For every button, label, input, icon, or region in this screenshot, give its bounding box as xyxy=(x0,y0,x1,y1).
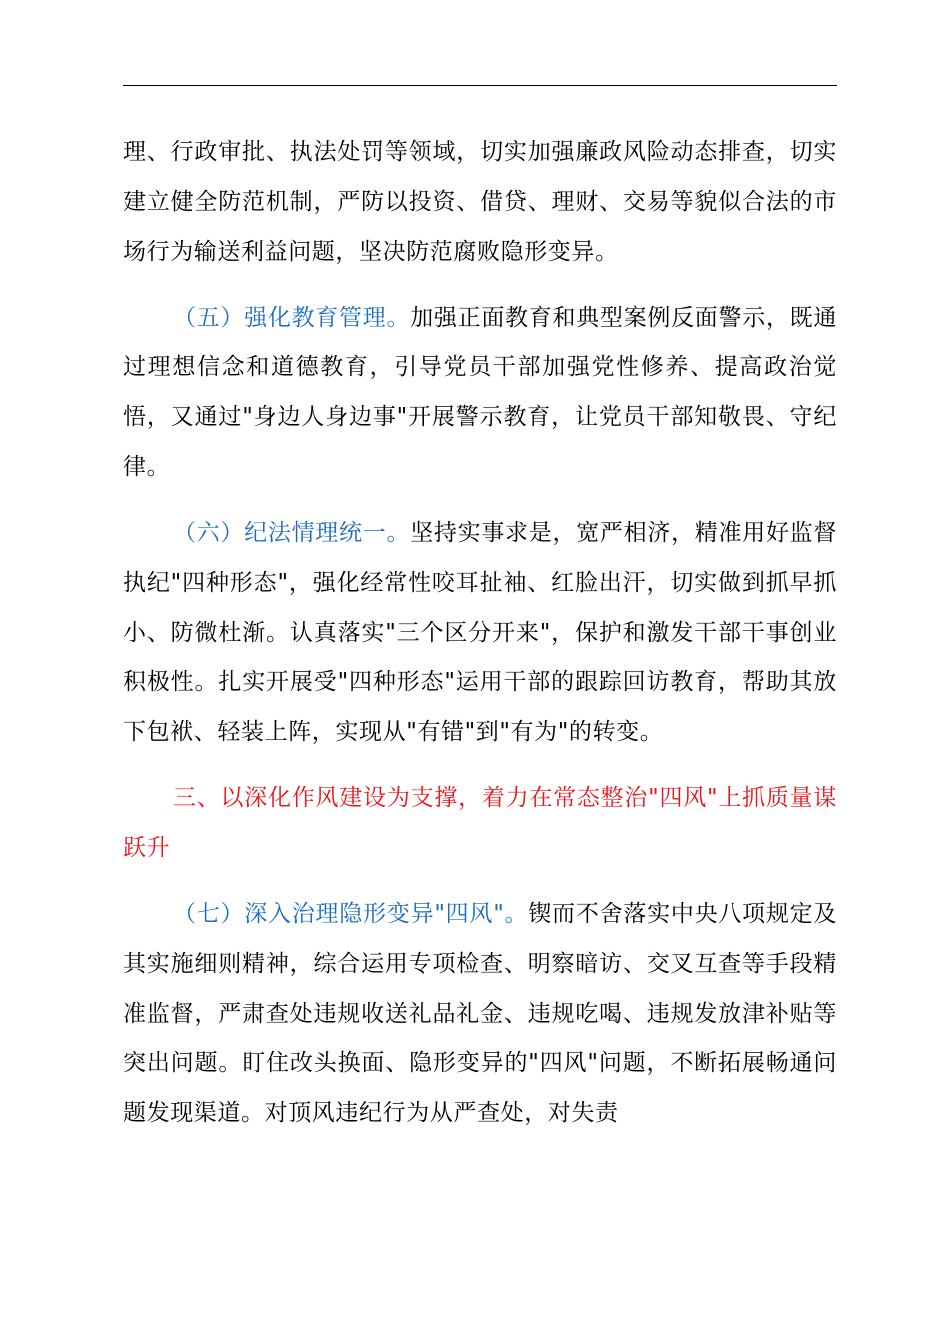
section-lead-6: （六）纪法情理统一。 xyxy=(173,519,411,546)
paragraph-discipline-law xyxy=(123,509,837,758)
paragraph-text: 锲而不舍落实中央八项规定及其实施细则精神，综合运用专项检查、明察暗访、交叉互查等手段精准监督，严肃查处违规收送礼品礼金、违规吃喝、违规发放津补贴等突出问题。盯住改头换面、隐形变异的"四风"问题，不断拓展畅通问题发现渠道。对顶风违纪行为从严查处，对失责 xyxy=(123,900,837,1127)
section-lead-5: （五）强化教育管理。 xyxy=(173,304,411,331)
paragraph-text: 理、行政审批、执法处罚等领域，切实加强廉政风险动态排查，切实建立健全防范机制，严防以投资、借贷、理财、交易等貌似合法的市场行为输送利益问题，坚决防范腐败隐形变异。 xyxy=(123,139,837,265)
document-body xyxy=(123,128,837,1155)
header-rule xyxy=(123,85,837,86)
section-lead-7: （七）深入治理隐形变异"四风"。 xyxy=(173,900,529,927)
paragraph-education-management xyxy=(123,294,837,493)
paragraph-four-styles xyxy=(123,890,837,1139)
section-heading-3: 三、以深化作风建设为支撑，着力在常态整治"四风"上抓质量谋跃升 xyxy=(123,785,837,861)
paragraph-text: 加强正面教育和典型案例反面警示，既通过理想信念和道德教育，引导党员干部加强党性修养、提高政治觉悟，又通过"身边人身边事"开展警示教育，让党员干部知敬畏、守纪律。 xyxy=(123,304,837,480)
paragraph-continuation xyxy=(123,128,837,277)
paragraph-text: 坚持实事求是，宽严相济，精准用好监督执纪"四种形态"，强化经常性咬耳扯袖、红脸出汗，切实做到抓早抓小、防微杜渐。认真落实"三个区分开来"，保护和激发干部干事创业积极性。扎实开展受"四种形态"运用干部的跟踪回访教育，帮助其放下包袱、轻装上阵，实现从"有错"到"有为"的转变。 xyxy=(123,519,837,746)
